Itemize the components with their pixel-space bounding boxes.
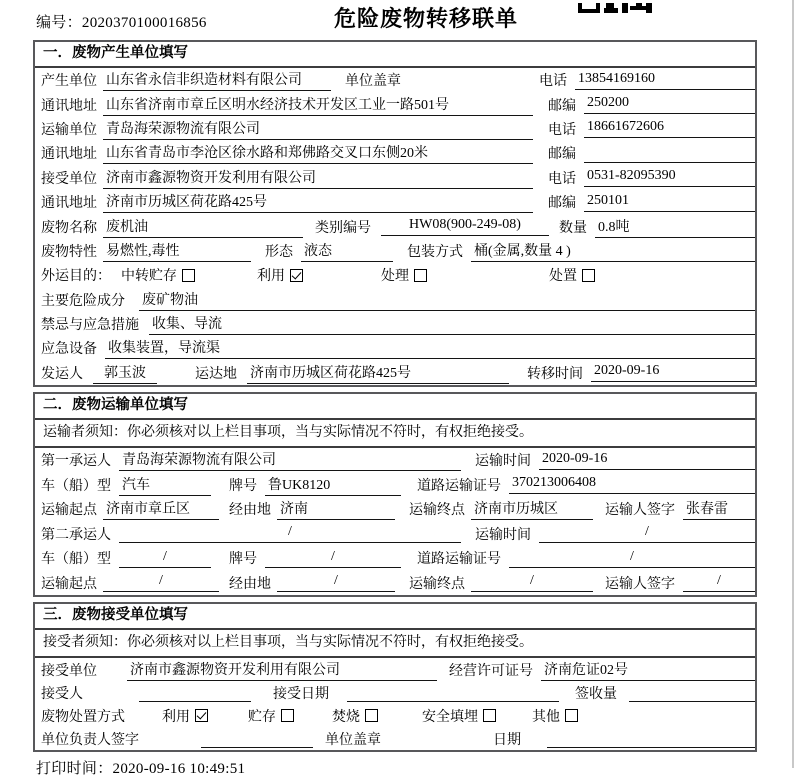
field-label: 运输人签字 — [605, 576, 675, 592]
field-label: 通讯地址 — [41, 196, 97, 212]
field-label: 废物名称 — [41, 220, 97, 236]
transporter-unit-value: 青岛海荣源物流有限公司 — [103, 118, 533, 140]
section-transporter — [33, 392, 757, 597]
field-label: 产生单位 — [41, 74, 97, 90]
row-consignor — [35, 361, 755, 385]
consignor-name-value: 郭玉波 — [93, 362, 157, 384]
section-3-title: 三．废物接受单位填写 — [35, 604, 755, 630]
field-label: 废物处置方式 — [41, 709, 125, 725]
checkbox-transfer-storage — [182, 269, 195, 282]
option-label: 安全填埋 — [422, 709, 478, 725]
first-carrier-value: 青岛海荣源物流有限公司 — [119, 449, 461, 471]
serial-label: 编号： — [36, 15, 82, 31]
emergency-measures-value: 收集、导流 — [149, 313, 755, 335]
transfer-date-value: 2020-09-16 — [591, 363, 755, 382]
option-label: 焚烧 — [332, 709, 360, 725]
checkbox-dispose — [582, 269, 595, 282]
section-1-title: 一．废物产生单位填写 — [35, 42, 755, 68]
field-label: 邮编 — [548, 98, 576, 114]
second-carrier-value: / — [119, 524, 461, 543]
field-label: 邮编 — [548, 147, 576, 163]
field-label: 通讯地址 — [41, 98, 97, 114]
vehicle-type-value: 汽车 — [119, 474, 211, 496]
option-label: 处理 — [381, 269, 409, 285]
row-second-carrier — [35, 522, 755, 547]
field-label: 签收量 — [575, 686, 617, 702]
waste-form-value: 液态 — [301, 240, 393, 262]
section-2-title: 二．废物运输单位填写 — [35, 394, 755, 420]
field-label: 运输起点 — [41, 576, 97, 592]
checkbox-incinerate — [365, 709, 378, 722]
field-label: 运输时间 — [475, 454, 531, 470]
option-label: 利用 — [162, 709, 190, 725]
field-label: 外运目的： — [41, 269, 111, 285]
field-label: 运输时间 — [475, 527, 531, 543]
field-label: 车（船）型 — [41, 552, 111, 568]
transporter-notice: 运输者须知：你必须核对以上栏目事项，当与实际情况不符时，有权拒绝接受。 — [35, 420, 755, 448]
received-quantity-value — [629, 683, 755, 702]
option-label: 利用 — [257, 269, 285, 285]
field-label: 经由地 — [229, 576, 271, 592]
serial-number — [36, 11, 207, 32]
field-label: 经由地 — [229, 503, 271, 519]
route-start-value: 济南市章丘区 — [103, 498, 219, 520]
field-label: 运输终点 — [409, 503, 465, 519]
responsible-signature-value — [201, 729, 313, 748]
field-label: 邮编 — [548, 196, 576, 212]
route-end-value: 济南市历城区 — [471, 498, 593, 520]
checkbox-storage — [281, 709, 294, 722]
plate-number-2-value: / — [265, 549, 401, 568]
field-label: 车（船）型 — [41, 478, 111, 494]
license-number-value: 济南危证02号 — [541, 659, 755, 681]
field-label: 接受单位 — [41, 663, 97, 679]
checkbox-landfill — [483, 709, 496, 722]
row-first-carrier — [35, 448, 755, 473]
destination-value: 济南市历城区荷花路425号 — [247, 362, 509, 384]
field-label: 牌号 — [229, 478, 257, 494]
row-route-1 — [35, 497, 755, 522]
checkbox-treat — [414, 269, 427, 282]
road-permit-2-value: / — [509, 549, 755, 568]
transport-date-value: 2020-09-16 — [539, 451, 755, 470]
carrier-signature-value: 张春雷 — [683, 498, 755, 520]
row-responsible-signature — [35, 727, 755, 750]
row-route-2 — [35, 571, 755, 596]
receiver-address-value: 济南市历城区荷花路425号 — [103, 191, 533, 213]
field-label: 接受人 — [41, 686, 83, 702]
field-label: 发运人 — [41, 366, 83, 382]
field-label: 运输起点 — [41, 503, 97, 519]
receiver-unit-value: 济南市鑫源物资开发利用有限公司 — [103, 167, 533, 189]
field-label: 形态 — [265, 244, 293, 260]
field-label: 运输人签字 — [605, 503, 675, 519]
route-end-2-value: / — [471, 573, 593, 592]
emergency-equipment-value: 收集装置，导流渠 — [105, 337, 755, 359]
row-disposal-method — [35, 704, 755, 727]
hazard-component-value: 废矿物油 — [139, 289, 755, 311]
option-label: 其他 — [532, 709, 560, 725]
transporter-postcode-value — [584, 144, 755, 163]
row-receiver-person — [35, 681, 755, 704]
transporter-address-value: 山东省青岛市李沧区徐水路和郑佛路交叉口东侧20米 — [103, 142, 533, 164]
field-label: 道路运输证号 — [417, 552, 501, 568]
row-receiver-unit — [35, 166, 755, 190]
page-title: 危险废物转移联单 — [334, 6, 519, 31]
section-generator — [33, 40, 757, 387]
waste-code-value: HW08(900-249-08) — [381, 217, 549, 236]
generator-postcode-value: 250200 — [584, 95, 755, 114]
option-label: 中转贮存 — [121, 269, 177, 285]
route-start-2-value: / — [103, 573, 219, 592]
route-via-value: 济南 — [277, 498, 395, 520]
row-transfer-purpose — [35, 263, 755, 287]
page-edge-line — [792, 0, 794, 768]
field-label: 日期 — [493, 732, 521, 748]
row-emergency-equipment — [35, 336, 755, 360]
generator-phone-value: 13854169160 — [575, 71, 755, 90]
section-receiver — [33, 602, 757, 752]
field-label: 运达地 — [195, 366, 237, 382]
field-label: 应急设备 — [41, 342, 97, 358]
receiving-unit-value: 济南市鑫源物资开发利用有限公司 — [127, 659, 437, 681]
field-label: 禁忌与应急措施 — [41, 318, 139, 334]
qr-code-fragment-icon — [578, 0, 652, 18]
option-label: 贮存 — [248, 709, 276, 725]
field-label: 电话 — [548, 171, 576, 187]
row-generator-unit — [35, 68, 755, 92]
receiver-person-value — [139, 683, 251, 702]
seal-label: 单位盖章 — [325, 732, 381, 748]
route-via-2-value: / — [277, 573, 395, 592]
row-hazard-component — [35, 288, 755, 312]
row-vehicle-2 — [35, 546, 755, 571]
vehicle-type-2-value: / — [119, 549, 211, 568]
field-label: 接受日期 — [273, 686, 329, 702]
transport-date-2-value: / — [539, 524, 755, 543]
generator-address-value: 山东省济南市章丘区明水经济技术开发区工业一路501号 — [103, 94, 533, 116]
road-permit-value: 370213006408 — [509, 475, 755, 494]
print-time-label: 打印时间： — [36, 761, 113, 778]
field-label: 第二承运人 — [41, 527, 111, 543]
generator-unit-value: 山东省永信非织造材料有限公司 — [103, 69, 331, 91]
field-label: 废物特性 — [41, 244, 97, 260]
receiver-postcode-value: 250101 — [584, 193, 755, 212]
receiver-phone-value: 0531-82095390 — [584, 168, 755, 187]
plate-number-value: 鲁UK8120 — [265, 474, 401, 496]
carrier-signature-2-value: / — [683, 573, 755, 592]
field-label: 接受单位 — [41, 171, 97, 187]
document-header — [0, 0, 796, 40]
seal-label: 单位盖章 — [345, 74, 401, 90]
serial-value: 2020370100016856 — [81, 15, 207, 31]
field-label: 牌号 — [229, 552, 257, 568]
field-label: 包装方式 — [407, 244, 463, 260]
row-emergency-measures — [35, 312, 755, 336]
field-label: 电话 — [539, 74, 567, 90]
receiver-notice: 接受者须知：你必须核对以上栏目事项，当与实际情况不符时，有权拒绝接受。 — [35, 630, 755, 658]
packaging-value: 桶(金属,数量 4 ) — [471, 240, 755, 262]
option-label: 处置 — [549, 269, 577, 285]
transporter-phone-value: 18661672606 — [584, 119, 755, 138]
waste-quantity-value: 0.8吨 — [595, 216, 755, 238]
field-label: 道路运输证号 — [417, 478, 501, 494]
field-label: 类别编号 — [315, 220, 371, 236]
field-label: 单位负责人签字 — [41, 732, 139, 748]
field-label: 运输单位 — [41, 122, 97, 138]
row-receiver-address — [35, 190, 755, 214]
field-label: 运输终点 — [409, 576, 465, 592]
row-waste-name — [35, 214, 755, 238]
print-time-value: 2020-09-16 10:49:51 — [112, 761, 246, 778]
field-label: 电话 — [548, 122, 576, 138]
field-label: 数量 — [559, 220, 587, 236]
row-vehicle-1 — [35, 473, 755, 498]
field-label: 经营许可证号 — [449, 663, 533, 679]
row-waste-property — [35, 239, 755, 263]
field-label: 第一承运人 — [41, 454, 111, 470]
checkbox-utilize — [290, 269, 303, 282]
sign-date-value — [547, 729, 755, 748]
field-label: 主要危险成分 — [41, 293, 125, 309]
row-receiving-unit — [35, 658, 755, 681]
waste-property-value: 易燃性,毒性 — [103, 240, 251, 262]
receive-date-value — [347, 683, 559, 702]
row-transporter-address — [35, 141, 755, 165]
waste-name-value: 废机油 — [103, 216, 303, 238]
field-label: 转移时间 — [527, 366, 583, 382]
row-transporter-unit — [35, 117, 755, 141]
checkbox-other — [565, 709, 578, 722]
row-generator-address — [35, 92, 755, 116]
checkbox-utilize-receiver — [195, 709, 208, 722]
field-label: 通讯地址 — [41, 147, 97, 163]
